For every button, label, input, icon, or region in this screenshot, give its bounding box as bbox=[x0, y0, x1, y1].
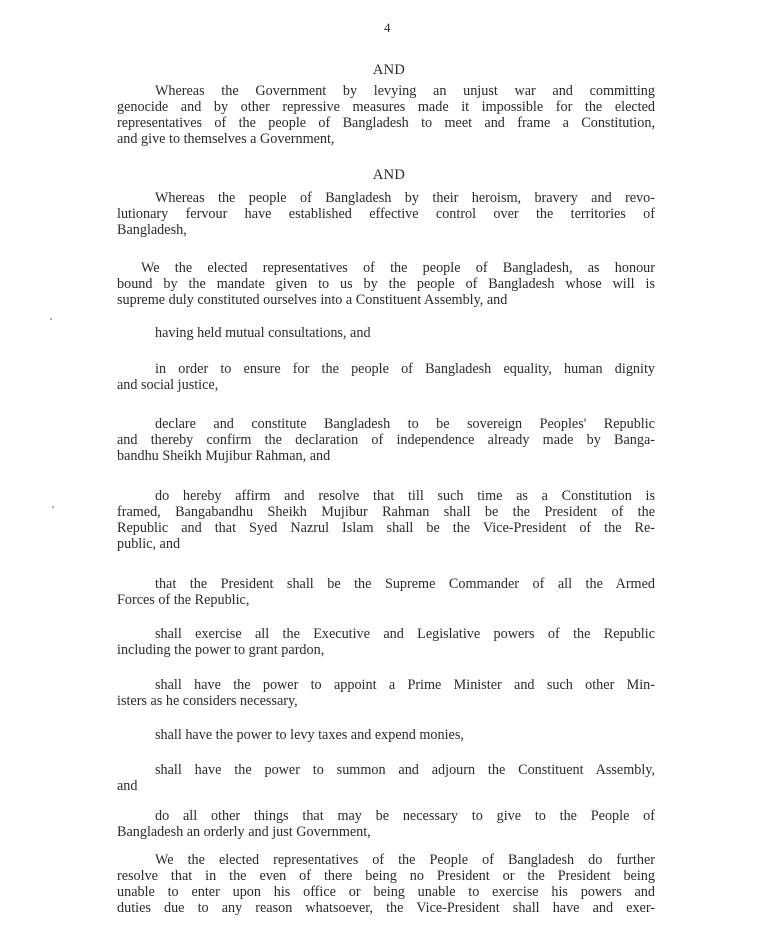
para-line: in order to ensure for the people of Bangladesh equality, human dignity bbox=[155, 361, 655, 377]
para-line: shall have the power to levy taxes and expend monies, bbox=[155, 727, 464, 743]
para-line: do all other things that may be necessary to give to the People of bbox=[155, 808, 655, 824]
para-line: and social justice, bbox=[117, 377, 219, 393]
para-line: We the elected representatives of the people of Bangladesh, as honour bbox=[141, 260, 655, 276]
para-line: lutionary fervour have established effective control over the territories of bbox=[117, 206, 655, 222]
para-line: do hereby affirm and resolve that till such time as a Constitution is bbox=[155, 488, 655, 504]
para-line: having held mutual consultations, and bbox=[155, 325, 371, 341]
para-line: genocide and by other repressive measures made it impossible for the elected bbox=[117, 99, 655, 115]
para-line: Republic and that Syed Nazrul Islam shall be the Vice-President of the Re- bbox=[117, 520, 655, 536]
heading-and-2: AND bbox=[372, 167, 406, 183]
para-line: Whereas the Government by levying an unjust war and committing bbox=[155, 83, 655, 99]
para-line: duties due to any reason whatsoever, the Vice-President shall have and exer- bbox=[117, 900, 655, 916]
para-line: and thereby confirm the declaration of independence already made by Banga- bbox=[117, 432, 655, 448]
para-line: shall have the power to summon and adjourn the Constituent Assembly, bbox=[155, 762, 655, 778]
para-line: declare and constitute Bangladesh to be sovereign Peoples' Republic bbox=[155, 416, 655, 432]
para-line: unable to enter upon his office or being unable to exercise his powers and bbox=[117, 884, 655, 900]
para-line: Bangladesh an orderly and just Government, bbox=[117, 824, 371, 840]
para-line: We the elected representatives of the People of Bangladesh do further bbox=[155, 852, 655, 868]
heading-and-1: AND bbox=[372, 62, 406, 78]
para-line: public, and bbox=[117, 536, 181, 552]
para-line: bandhu Sheikh Mujibur Rahman, and bbox=[117, 448, 331, 464]
scan-speck bbox=[52, 506, 54, 508]
para-line: Bangladesh, bbox=[117, 222, 187, 238]
para-line: resolve that in the even of there being no President or the President being bbox=[117, 868, 655, 884]
scan-speck bbox=[50, 318, 52, 320]
para-line: and bbox=[117, 778, 138, 794]
para-line: framed, Bangabandhu Sheikh Mujibur Rahman shall be the President of the bbox=[117, 504, 655, 520]
para-line: and give to themselves a Government, bbox=[117, 131, 335, 147]
para-line: representatives of the people of Bangladesh to meet and frame a Constitution, bbox=[117, 115, 655, 131]
page-number: 4 bbox=[384, 20, 391, 35]
para-line: that the President shall be the Supreme Commander of all the Armed bbox=[155, 576, 655, 592]
para-line: Whereas the people of Bangladesh by their heroism, bravery and revo- bbox=[155, 190, 655, 206]
para-line: including the power to grant pardon, bbox=[117, 642, 325, 658]
para-line: Forces of the Republic, bbox=[117, 592, 250, 608]
para-line: supreme duly constituted ourselves into a Constituent Assembly, and bbox=[117, 292, 508, 308]
para-line: isters as he considers necessary, bbox=[117, 693, 298, 709]
para-line: shall have the power to appoint a Prime Minister and such other Min- bbox=[155, 677, 655, 693]
para-line: bound by the mandate given to us by the people of Bangladesh whose will is bbox=[117, 276, 655, 292]
para-line: shall exercise all the Executive and Legislative powers of the Republic bbox=[155, 626, 655, 642]
